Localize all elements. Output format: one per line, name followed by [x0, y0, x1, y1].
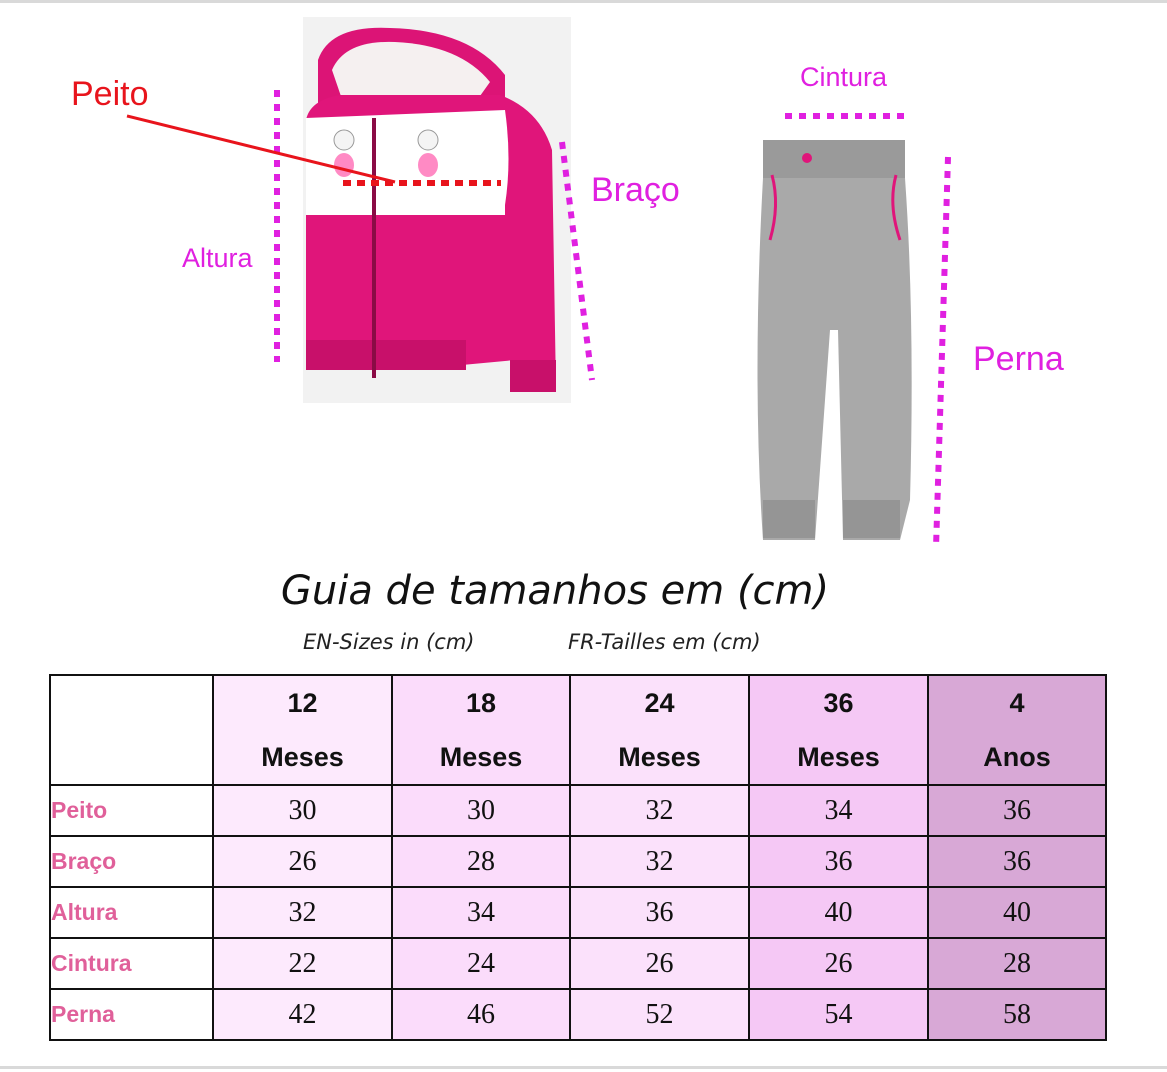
row-label: Altura	[50, 887, 213, 938]
header-unit: Anos	[983, 742, 1051, 772]
table-header-cell	[570, 675, 749, 785]
table-header-cell	[928, 675, 1106, 785]
table-cell: 26	[570, 938, 749, 989]
perna-measure-line	[936, 157, 948, 548]
table-cell: 34	[749, 785, 928, 836]
table-cell: 54	[749, 989, 928, 1040]
header-size: 12	[287, 688, 318, 718]
table-cell: 46	[392, 989, 570, 1040]
braco-label: Braço	[591, 171, 680, 209]
row-label: Perna	[50, 989, 213, 1040]
header-size: 24	[644, 688, 675, 718]
table-cell: 52	[570, 989, 749, 1040]
perna-label: Perna	[973, 340, 1064, 378]
header-unit: Meses	[797, 742, 880, 772]
table-cell: 30	[392, 785, 570, 836]
bottom-divider	[0, 1066, 1167, 1069]
row-label: Peito	[50, 785, 213, 836]
table-cell: 42	[213, 989, 392, 1040]
table-cell: 36	[749, 836, 928, 887]
table-cell: 36	[928, 836, 1106, 887]
table-row	[50, 836, 1106, 887]
table-row	[50, 989, 1106, 1040]
table-cell: 30	[213, 785, 392, 836]
table-cell: 26	[749, 938, 928, 989]
header-size: 36	[823, 688, 854, 718]
table-cell: 28	[392, 836, 570, 887]
header-size: 18	[465, 688, 497, 718]
altura-label: Altura	[182, 243, 253, 273]
header-unit: Meses	[439, 742, 523, 772]
table-cell: 40	[749, 887, 928, 938]
table-cell: 40	[928, 887, 1106, 938]
table-row	[50, 938, 1106, 989]
table-row	[50, 785, 1106, 836]
header-unit: Meses	[618, 742, 701, 772]
table-cell: 24	[392, 938, 570, 989]
table-cell: 26	[213, 836, 392, 887]
table-cell: 34	[392, 887, 570, 938]
table-cell: 22	[213, 938, 392, 989]
table-header-cell	[213, 675, 392, 785]
header-size: 4	[1009, 688, 1025, 718]
table-row	[50, 887, 1106, 938]
size-table	[49, 674, 1107, 1041]
table-cell: 32	[213, 887, 392, 938]
table-cell: 28	[928, 938, 1106, 989]
table-cell: 36	[928, 785, 1106, 836]
peito-label: Peito	[71, 75, 149, 113]
table-header-row	[50, 675, 1106, 785]
row-label: Cintura	[50, 938, 213, 989]
size-guide-subtitle-fr: FR-Tailles em (cm)	[568, 630, 761, 654]
table-header-cell	[749, 675, 928, 785]
cintura-label: Cintura	[800, 62, 888, 92]
table-header-cell	[392, 675, 570, 785]
size-guide-subtitle-en: EN-Sizes in (cm)	[303, 630, 475, 654]
table-cell: 32	[570, 836, 749, 887]
table-cell: 36	[570, 887, 749, 938]
table-cell: 32	[570, 785, 749, 836]
table-cell: 58	[928, 989, 1106, 1040]
table-corner-cell	[50, 675, 213, 785]
header-unit: Meses	[261, 742, 344, 772]
row-label: Braço	[50, 836, 213, 887]
size-guide-title: Guia de tamanhos em (cm)	[280, 568, 830, 614]
